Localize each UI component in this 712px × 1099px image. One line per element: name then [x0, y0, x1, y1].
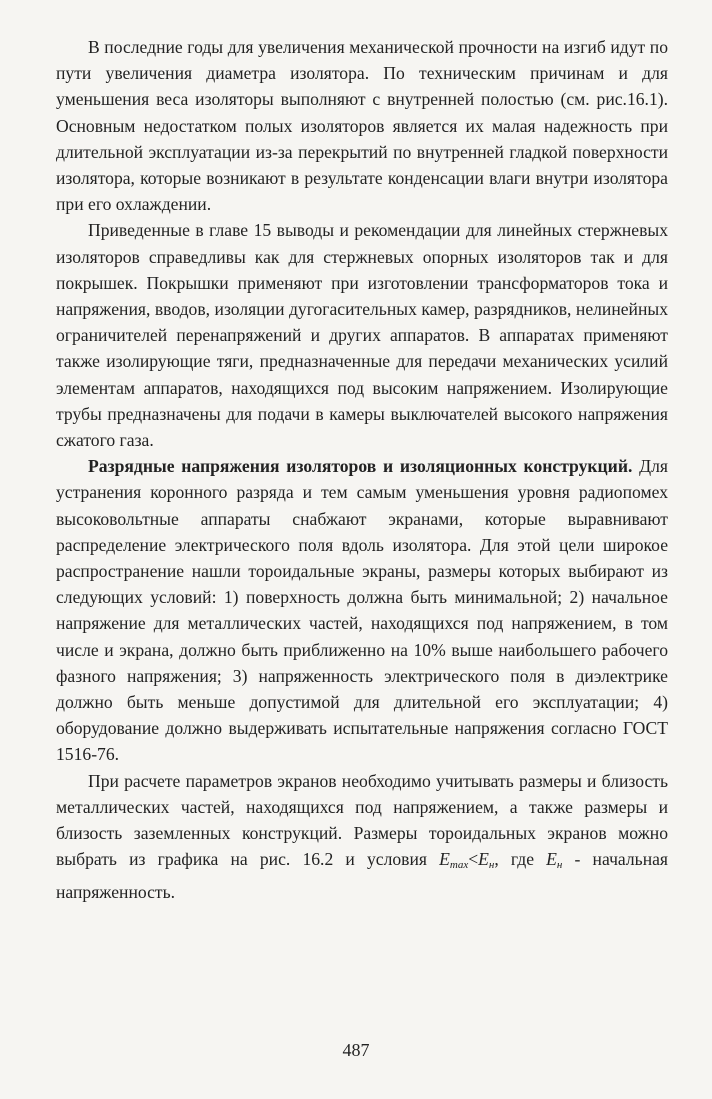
formula-sub-max: max	[449, 859, 469, 872]
formula-e-n: E	[478, 849, 489, 870]
formula-sub-n: н	[488, 859, 495, 872]
formula-e-n-def: E	[546, 849, 557, 870]
paragraph-2-text: Приведенные в главе 15 выводы и рекомендации для линейных стержневых изоляторов справедливы как для стержневых опорных изоляторов так и для покрышек. Покрышки применяют при изготовлении трансформаторов тока и напряжения, вводов, изоляции дугогасительных камер, разрядников, нелинейных ограничителей перенапряжений и других аппаратов. В аппаратах применяют также изолирующие тяги, предназначенные для передачи механических усилий элементам аппаратов, находящихся под высоким напряжением. Изолирующие трубы предназначены для подачи в камеры выключателей высокого напряжения сжатого газа.	[56, 220, 668, 451]
formula-sub-n-def: н	[556, 859, 563, 872]
paragraph-discharge-voltages	[56, 453, 668, 767]
paragraph-4-tail: - начальная напряженность.	[56, 849, 669, 902]
body-text	[56, 34, 668, 905]
paragraph-hollow-insulators	[56, 34, 668, 217]
paragraph-4-text: При расчете параметров экранов необходимо учитывать размеры и близость металлических частей, находящихся под напряжением, а также размеры и близость заземленных конструкций. Размеры тороидальных экранов можно выбрать из графика на рис. 16.2 и условия	[56, 770, 668, 870]
paragraph-screen-parameters	[56, 768, 668, 905]
formula-e-max: E	[439, 849, 450, 870]
section-lead-heading: Разрядные напряжения изоляторов и изоляционных конструкций.	[88, 456, 633, 477]
paragraph-rod-insulators	[56, 217, 668, 453]
paragraph-3-text: Для устранения коронного разряда и тем самым уменьшения уровня радиопомех высоковольтные аппараты снабжают экранами, которые выравнивают распределение электрического поля вдоль изолятора. Для этой цели широкое распространение нашли тороидальные экраны, размеры которых выбирают из следующих условий: 1) поверхность должна быть минимальной; 2) начальное напряжение для металлических частей, находящихся под напряжением, в том числе и экрана, должно быть приближенно на 10% выше наибольшего рабочего фазного напряжения; 3) напряженность электрического поля в диэлектрике должно быть меньше допустимой для длительной его эксплуатации; 4) оборудование должно выдерживать испытательные напряжения согласно ГОСТ 1516-76.	[56, 456, 668, 765]
paragraph-1-text: В последние годы для увеличения механической прочности на изгиб идут по пути увеличения диаметра изолятора. По техническим причинам и для уменьшения веса изоляторы выполняют с внутренней полостью (см. рис.16.1). Основным недостатком полых изоляторов является их малая надежность при длительной эксплуатации из-за перекрытий по внутренней гладкой поверхности изолятора, которые возникают в результате конденсации влаги внутри изолятора при его охлаждении.	[56, 37, 668, 215]
page-number: 487	[342, 1040, 370, 1060]
formula-where: , где	[494, 849, 547, 870]
formula-less-than: <	[468, 849, 479, 870]
